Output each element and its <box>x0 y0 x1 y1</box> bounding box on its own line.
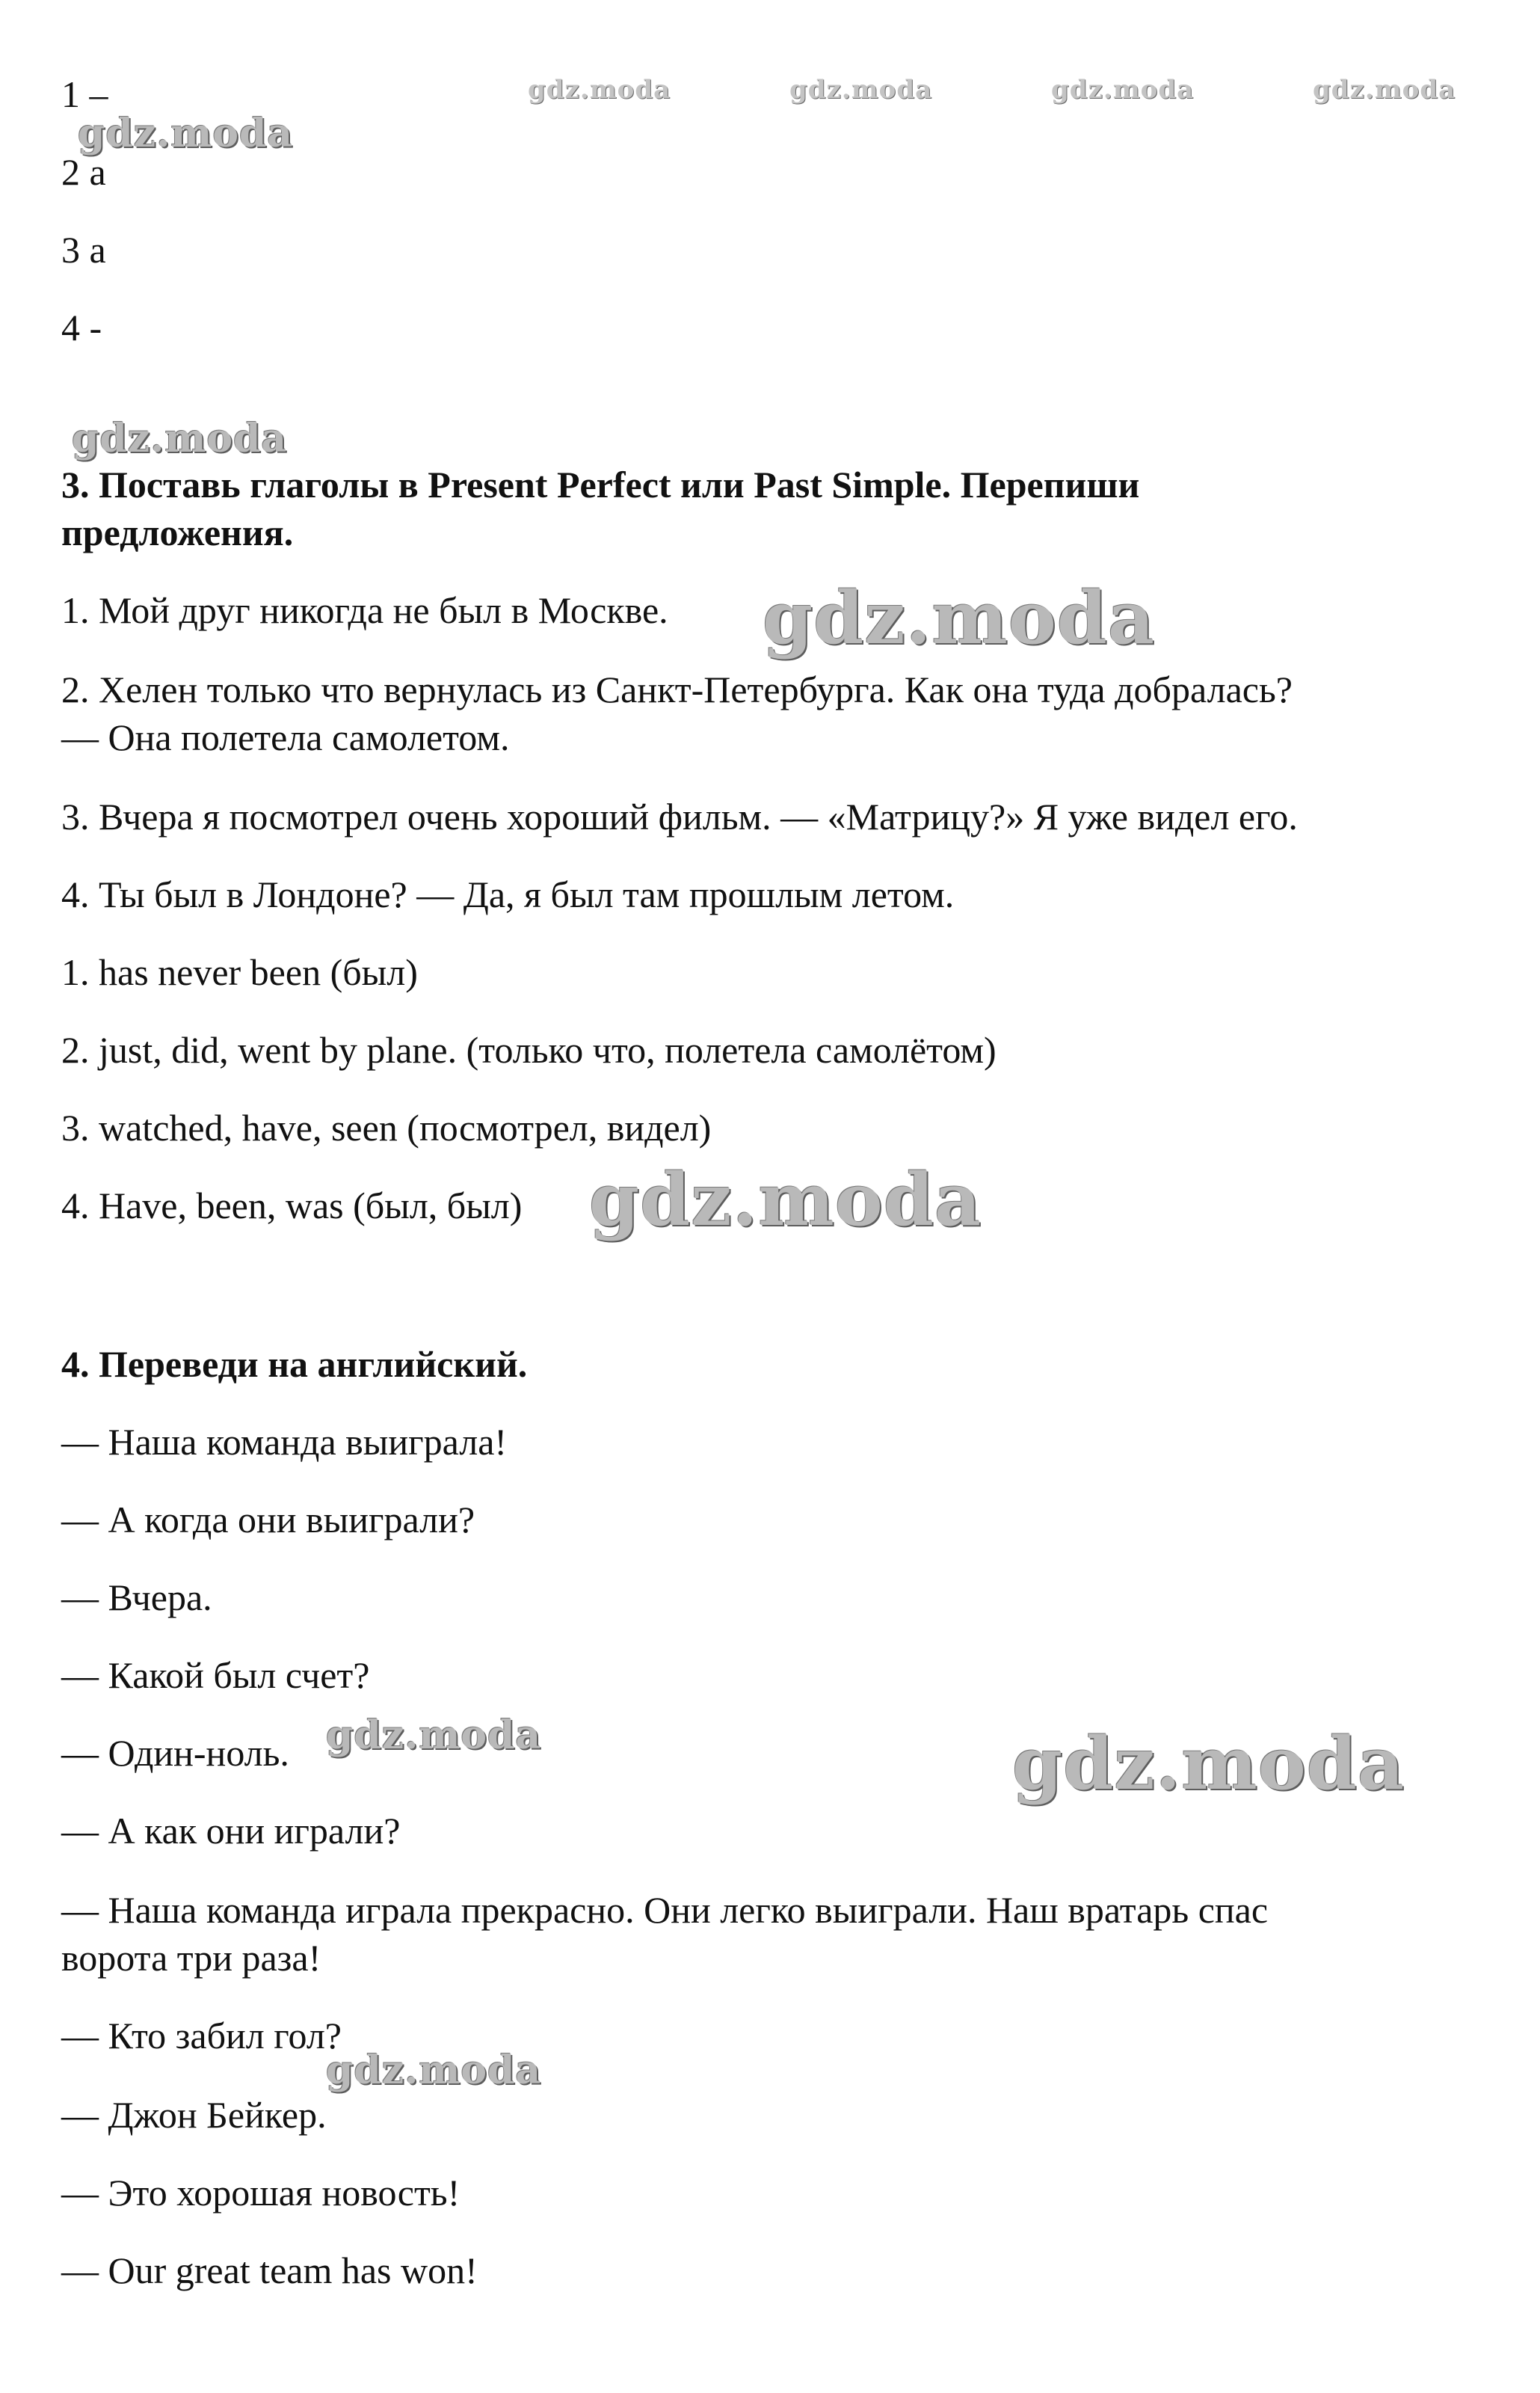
dialog-line-4: — Какой был счет? <box>61 1654 370 1696</box>
task3-title-line1: 3. Поставь глаголы в Present Perfect или Past Simple. Перепиши <box>61 464 1140 506</box>
watermark: gdz.moda <box>528 75 671 105</box>
task3-title-line2: предложения. <box>61 512 294 553</box>
dialog-line-8: — Кто забил гол? <box>61 2015 342 2056</box>
watermark: gdz.moda <box>326 2048 542 2093</box>
dialog-line-11: — Our great team has won! <box>61 2249 478 2291</box>
task3-sentence-2: 2. Хелен только что вернулась из Санкт-Петербурга. Как она туда добралась? <box>61 669 1293 710</box>
answer-line-3: 3 a <box>61 229 106 271</box>
watermark: gdz.moda <box>1051 75 1195 105</box>
task3-sentence-1: 1. Мой друг никогда не был в Москве. <box>61 589 668 631</box>
watermark: gdz.moda <box>1012 1721 1405 1806</box>
task4-title: 4. Переведи на английский. <box>61 1343 528 1385</box>
dialog-line-6: — А как они играли? <box>61 1810 401 1852</box>
watermark: gdz.moda <box>789 75 933 105</box>
watermark: gdz.moda <box>326 1712 542 1758</box>
dialog-line-7: — Наша команда играла прекрасно. Они легко выиграли. Наш вратарь спас <box>61 1889 1269 1931</box>
task3-answer-1: 1. has never been (был) <box>61 951 418 993</box>
dialog-line-10: — Это хорошая новость! <box>61 2172 461 2214</box>
task3-sentence-2-reply: — Она полетела самолетом. <box>61 716 510 758</box>
dialog-line-5: — Один-ноль. <box>61 1732 289 1774</box>
watermark: gdz.moda <box>78 111 294 156</box>
dialog-line-9: — Джон Бейкер. <box>61 2094 327 2136</box>
answer-line-4: 4 - <box>61 307 102 348</box>
task3-answer-2: 2. just, did, went by plane. (только что, полетела самолётом) <box>61 1029 997 1071</box>
watermark: gdz.moda <box>589 1158 982 1242</box>
task3-sentence-4: 4. Ты был в Лондоне? — Да, я был там прошлым летом. <box>61 873 955 915</box>
watermark: gdz.moda <box>763 576 1156 660</box>
task3-sentence-3: 3. Вчера я посмотрел очень хороший фильм. — «Матрицу?» Я уже видел его. <box>61 796 1298 838</box>
task3-answer-4: 4. Have, been, was (был, был) <box>61 1185 523 1226</box>
task3-answer-3: 3. watched, have, seen (посмотрел, видел) <box>61 1107 712 1149</box>
dialog-line-2: — А когда они выиграли? <box>61 1499 475 1540</box>
dialog-line-1: — Наша команда выиграла! <box>61 1421 508 1463</box>
answer-line-2: 2 a <box>61 151 106 193</box>
answer-line-1: 1 – <box>61 73 108 115</box>
dialog-line-3: — Вчера. <box>61 1576 212 1618</box>
watermark: gdz.moda <box>72 416 288 461</box>
watermark: gdz.moda <box>1313 75 1456 105</box>
dialog-line-7-cont: ворота три раза! <box>61 1937 321 1979</box>
